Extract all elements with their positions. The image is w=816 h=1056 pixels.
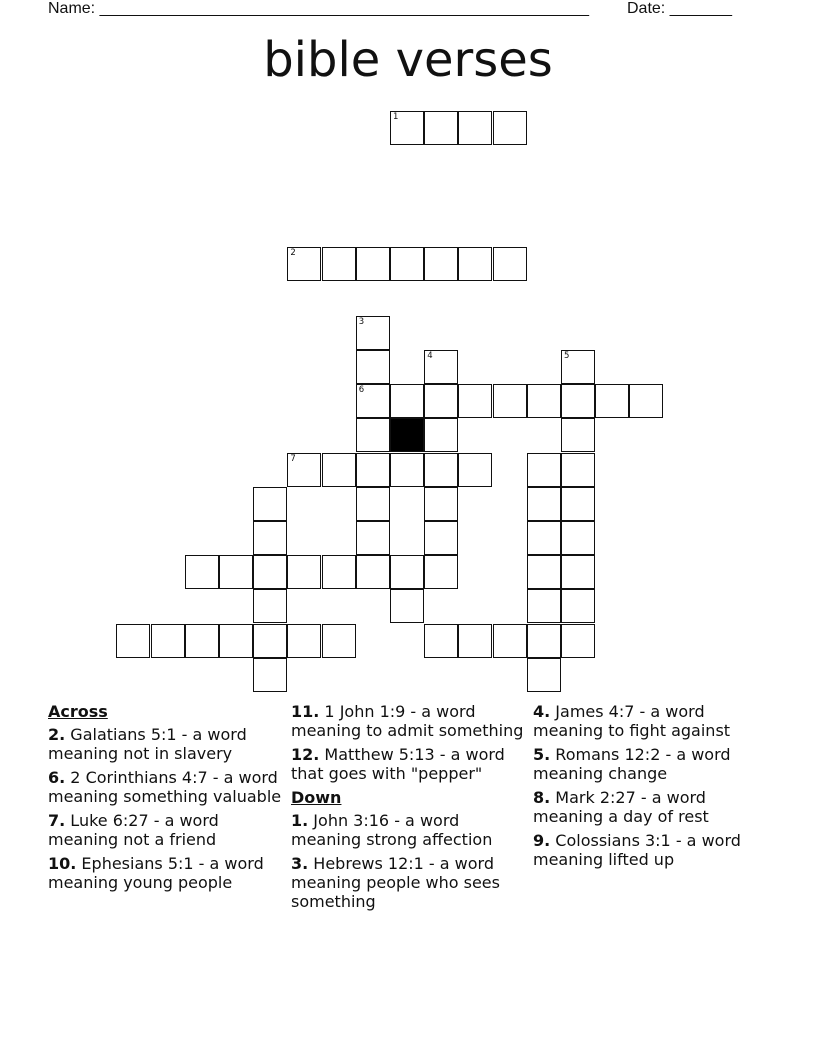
crossword-cell[interactable]: [151, 624, 185, 658]
crossword-cell[interactable]: [527, 624, 561, 658]
crossword-cell[interactable]: [356, 316, 390, 350]
crossword-cell[interactable]: [527, 555, 561, 589]
date-field-label: Date: _______: [627, 0, 732, 17]
clue-item-text: Ephesians 5:1 - a word meaning young people: [48, 854, 264, 892]
crossword-cell[interactable]: [424, 487, 458, 521]
crossword-cell[interactable]: [253, 624, 287, 658]
clue-item-text: Luke 6:27 - a word meaning not a friend: [48, 811, 219, 849]
crossword-cell[interactable]: [561, 418, 595, 452]
clue-item: [48, 725, 286, 763]
across-clue-list: [48, 725, 286, 892]
crossword-cell[interactable]: [561, 555, 595, 589]
crossword-cell[interactable]: [253, 658, 287, 692]
crossword-cell[interactable]: [390, 247, 424, 281]
crossword-cell[interactable]: [390, 453, 424, 487]
crossword-cell[interactable]: [458, 624, 492, 658]
clue-item-text: Hebrews 12:1 - a word meaning people who sees something: [291, 854, 500, 911]
crossword-cell[interactable]: [458, 384, 492, 418]
clue-item-number: 6.: [48, 768, 66, 787]
crossword-cell[interactable]: [493, 624, 527, 658]
crossword-cell[interactable]: [219, 555, 253, 589]
crossword-cell[interactable]: [595, 384, 629, 418]
crossword-cell[interactable]: [322, 247, 356, 281]
clue-item-number: 4.: [533, 702, 551, 721]
crossword-cell[interactable]: [527, 521, 561, 555]
clue-item: [533, 702, 771, 740]
clue-item-number: 12.: [291, 745, 320, 764]
clue-item-text: Colossians 3:1 - a word meaning lifted up: [533, 831, 741, 869]
down-heading: Down: [291, 788, 342, 807]
clue-item-number: 7.: [48, 811, 66, 830]
clue-item-text: James 4:7 - a word meaning to fight against: [533, 702, 731, 740]
clue-item-number: 8.: [533, 788, 551, 807]
crossword-cell[interactable]: [493, 384, 527, 418]
crossword-cell[interactable]: [458, 111, 492, 145]
crossword-cell[interactable]: [356, 555, 390, 589]
clue-number: 3: [358, 316, 365, 327]
crossword-cell[interactable]: [356, 453, 390, 487]
clue-number: 6: [358, 385, 365, 396]
clue-item-number: 10.: [48, 854, 77, 873]
clue-item-number: 9.: [533, 831, 551, 850]
crossword-cell[interactable]: [219, 624, 253, 658]
clue-item-text: Romans 12:2 - a word meaning change: [533, 745, 731, 783]
clue-item: [291, 745, 529, 783]
down-clue-list: [291, 811, 529, 911]
clue-item-text: John 3:16 - a word meaning strong affection: [291, 811, 493, 849]
clue-item-text: 2 Corinthians 4:7 - a word meaning something valuable: [48, 768, 282, 806]
crossword-cell[interactable]: [629, 384, 663, 418]
crossword-cell[interactable]: [356, 418, 390, 452]
crossword-cell[interactable]: [356, 487, 390, 521]
crossword-cell[interactable]: [287, 247, 321, 281]
page-title: bible verses: [263, 32, 553, 88]
crossword-cell[interactable]: [561, 589, 595, 623]
clue-item-number: 1.: [291, 811, 309, 830]
crossword-cell[interactable]: [527, 658, 561, 692]
crossword-cell[interactable]: [322, 453, 356, 487]
across-heading: Across: [48, 702, 108, 721]
clue-number: 1: [393, 111, 399, 122]
clue-item: [533, 831, 771, 869]
across-clue-list-continued: [291, 702, 529, 783]
crossword-cell[interactable]: [390, 555, 424, 589]
crossword-cell[interactable]: [424, 418, 458, 452]
crossword-cell[interactable]: [493, 111, 527, 145]
crossword-cell[interactable]: [116, 624, 150, 658]
clue-number: 5: [564, 351, 570, 361]
clue-item-number: 3.: [291, 854, 309, 873]
clues-column-2: [291, 702, 529, 916]
clue-number: 2: [290, 248, 296, 259]
crossword-cell[interactable]: [458, 247, 492, 281]
crossword-cell[interactable]: [390, 111, 424, 145]
crossword-cell[interactable]: [287, 624, 321, 658]
clues-column-1: [48, 702, 286, 897]
crossword-cell[interactable]: [356, 350, 390, 384]
crossword-cell[interactable]: [185, 624, 219, 658]
crossword-cell[interactable]: [322, 555, 356, 589]
clue-item: [533, 745, 771, 783]
crossword-cell[interactable]: [356, 384, 390, 418]
clue-item: [291, 854, 529, 911]
crossword-cell[interactable]: [390, 589, 424, 623]
crossword-cell[interactable]: [527, 487, 561, 521]
crossword-cell[interactable]: [424, 521, 458, 555]
crossword-cell[interactable]: [424, 111, 458, 145]
clue-item-text: 1 John 1:9 - a word meaning to admit something: [291, 702, 524, 740]
crossword-cell[interactable]: [527, 589, 561, 623]
crossword-cell[interactable]: [424, 453, 458, 487]
crossword-cell[interactable]: [458, 453, 492, 487]
crossword-cell[interactable]: [561, 521, 595, 555]
crossword-cell[interactable]: [493, 247, 527, 281]
crossword-cell[interactable]: [561, 487, 595, 521]
down-clue-list-continued: [533, 702, 771, 869]
clue-item: [291, 811, 529, 849]
crossword-cell[interactable]: [424, 555, 458, 589]
crossword-cell[interactable]: [561, 453, 595, 487]
crossword-cell[interactable]: [356, 521, 390, 555]
clue-item-number: 2.: [48, 725, 66, 744]
clues-column-3: [533, 702, 771, 874]
crossword-cell[interactable]: [424, 247, 458, 281]
crossword-cell[interactable]: [287, 453, 321, 487]
crossword-cell[interactable]: [253, 487, 287, 521]
crossword-cell[interactable]: [527, 453, 561, 487]
clue-item: [533, 788, 771, 826]
clue-number: 7: [290, 453, 296, 464]
crossword-cell[interactable]: [253, 555, 287, 589]
clue-item-text: Matthew 5:13 - a word that goes with "pepper": [291, 745, 505, 783]
crossword-cell[interactable]: [185, 555, 219, 589]
name-field-label: Name: _______________________________________________________: [48, 0, 589, 17]
clue-item-text: Galatians 5:1 - a word meaning not in slavery: [48, 725, 247, 763]
clue-item-text: Mark 2:27 - a word meaning a day of rest: [533, 788, 709, 826]
crossword-cell[interactable]: [390, 384, 424, 418]
crossword-block-cell: [390, 418, 424, 452]
crossword-cell[interactable]: [561, 384, 595, 418]
crossword-cell[interactable]: [561, 350, 595, 384]
crossword-cell[interactable]: [287, 555, 321, 589]
crossword-cell[interactable]: [356, 247, 390, 281]
crossword-cell[interactable]: [424, 624, 458, 658]
clue-item: [48, 811, 286, 849]
clue-item: [48, 854, 286, 892]
crossword-cell[interactable]: [424, 350, 458, 384]
crossword-cell[interactable]: [561, 624, 595, 658]
clue-item: [48, 768, 286, 806]
clue-item-number: 11.: [291, 702, 320, 721]
clue-number: 4: [427, 351, 433, 361]
crossword-cell[interactable]: [253, 589, 287, 623]
crossword-cell[interactable]: [527, 384, 561, 418]
clue-item: [291, 702, 529, 740]
crossword-cell[interactable]: [424, 384, 458, 418]
clue-item-number: 5.: [533, 745, 551, 764]
crossword-cell[interactable]: [253, 521, 287, 555]
crossword-cell[interactable]: [322, 624, 356, 658]
